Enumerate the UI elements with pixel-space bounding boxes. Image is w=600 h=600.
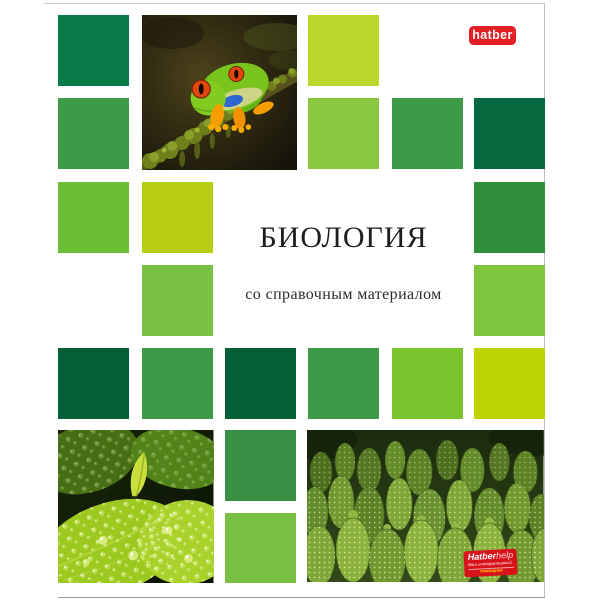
grid-square: [392, 98, 463, 169]
grid-square: [474, 182, 545, 253]
grid-square: [58, 98, 129, 169]
grid-square: [58, 348, 129, 419]
grid-square: [474, 265, 545, 336]
cover-edge-bottom: [58, 597, 545, 598]
title-block: [214, 223, 473, 304]
grid-square: [474, 348, 545, 419]
grid-square: [308, 15, 379, 86]
grid-square: [308, 348, 379, 419]
frog-photo: [142, 15, 298, 170]
grid-square: [58, 182, 129, 253]
hatber-help-badge: [463, 549, 517, 578]
badge-brand-line: Hatberhelp: [467, 549, 514, 563]
badge-tagline-2: помощник: [480, 567, 503, 574]
grid-square: [142, 182, 213, 253]
grid-square: [225, 430, 296, 501]
cover-title: БИОЛОГИЯ: [259, 221, 428, 254]
grid-square: [142, 265, 213, 336]
grid-square: [225, 513, 296, 583]
grid-square: [58, 15, 129, 86]
cover-subtitle: со справочным материалом: [245, 286, 442, 303]
grid-square: [392, 348, 463, 419]
cover-edge-top: [44, 3, 545, 4]
badge-tagline-1: Ваш интерактивный: [468, 561, 514, 570]
leaves-photo: [58, 430, 214, 584]
hatber-logo: [469, 26, 516, 45]
grid-square: [225, 348, 296, 419]
grid-square: [308, 98, 379, 169]
grid-square: [142, 348, 213, 419]
grid-square: [474, 98, 545, 169]
hatber-logo-text: hatber: [472, 28, 513, 42]
